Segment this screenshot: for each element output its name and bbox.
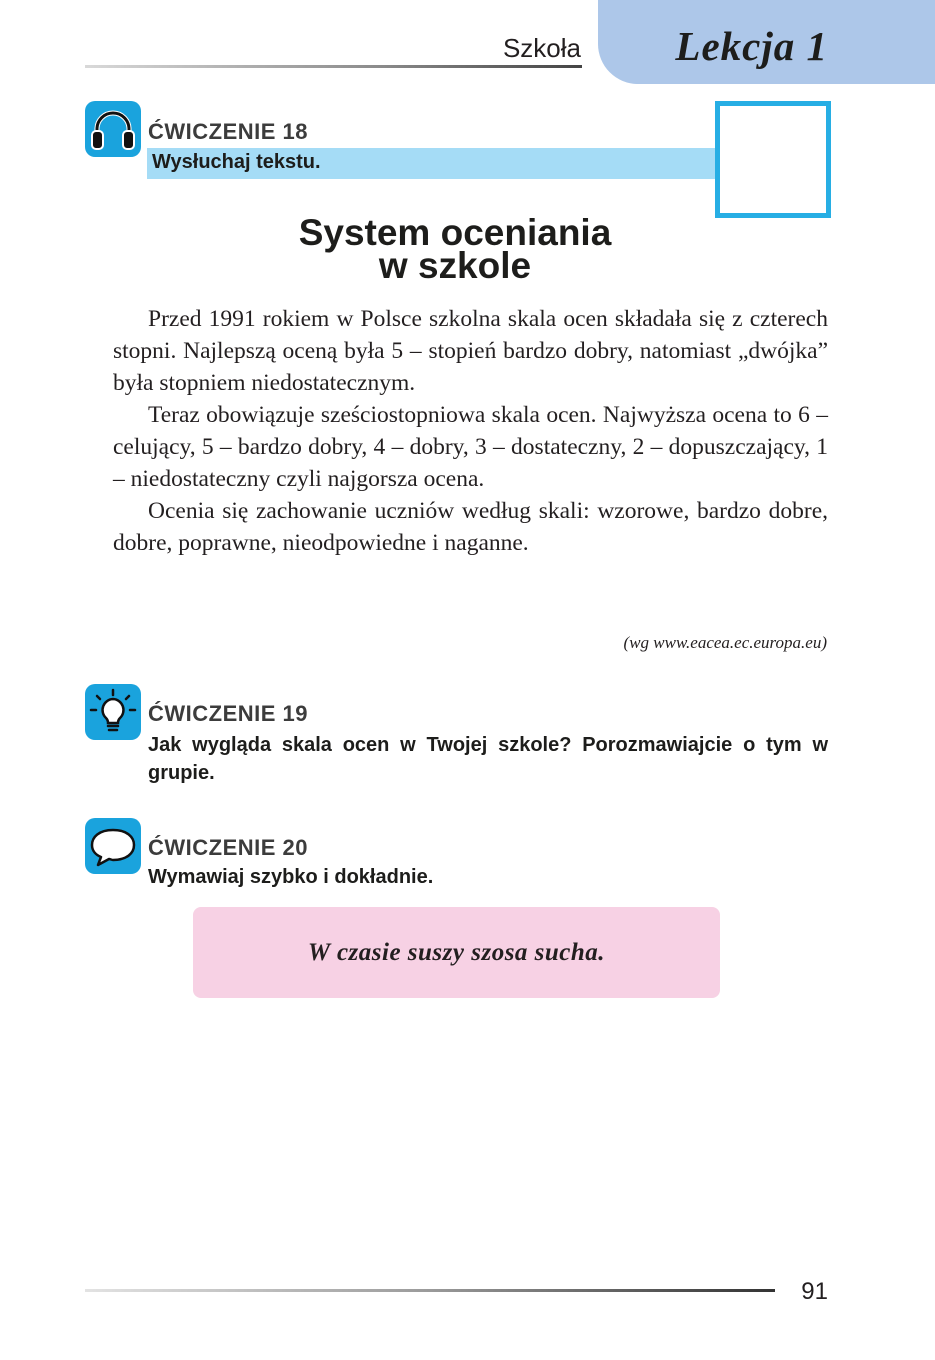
exercise-19-heading: ĆWICZENIE 19 xyxy=(148,701,309,726)
exercise-20-instruction: Wymawiaj szybko i dokładnie. xyxy=(148,866,434,888)
article-body xyxy=(113,303,828,559)
article-paragraph-1: Przed 1991 rokiem w Polsce szkolna skala ocen składała się z czterech stopni. Najlepszą oceną była 5 – stopień bardzo dobry, natomiast „dwójka” była stopniem niedostatecznym. xyxy=(113,306,828,396)
article-paragraph-2: Teraz obowiązuje sześciostopniowa skala ocen. Najwyższa ocena to 6 – celujący, 5 – bardzo dobry, 4 – dobry, 3 – dostateczny, 2 – dopuszczający, 1 – niedostateczny czyli najgorsza ocena. xyxy=(113,402,828,492)
header-rule xyxy=(85,65,582,68)
article-source: (wg www.eacea.ec.europa.eu) xyxy=(623,633,827,652)
exercise-19-instruction: Jak wygląda skala ocen w Twojej szkole? Porozmawiajcie o tym w grupie. xyxy=(148,734,828,784)
article-title xyxy=(180,212,730,286)
article-paragraph-3: Ocenia się zachowanie uczniów według skali: wzorowe, bardzo dobre, dobre, poprawne, nieodpowiedne i naganne. xyxy=(113,498,828,556)
tongue-twister-text: W czasie suszy szosa sucha. xyxy=(307,938,606,966)
footer-rule xyxy=(85,1289,775,1292)
exercise-18-heading: ĆWICZENIE 18 xyxy=(148,119,309,144)
article-title-line-1: System oceniania xyxy=(298,212,612,253)
answer-box[interactable] xyxy=(715,101,831,218)
exercise-20-heading: ĆWICZENIE 20 xyxy=(148,835,309,860)
lightbulb-icon[interactable] xyxy=(85,684,141,740)
speech-bubble-icon[interactable] xyxy=(85,818,141,874)
section-name: Szkoła xyxy=(502,33,581,63)
article-title-line-2: w szkole xyxy=(378,245,532,286)
tongue-twister-box xyxy=(193,907,720,998)
lesson-title: Lekcja 1 xyxy=(675,23,828,69)
exercise-18-instruction: Wysłuchaj tekstu. xyxy=(152,151,321,173)
page-number: 91 xyxy=(801,1278,828,1305)
headphones-icon[interactable] xyxy=(85,101,141,157)
